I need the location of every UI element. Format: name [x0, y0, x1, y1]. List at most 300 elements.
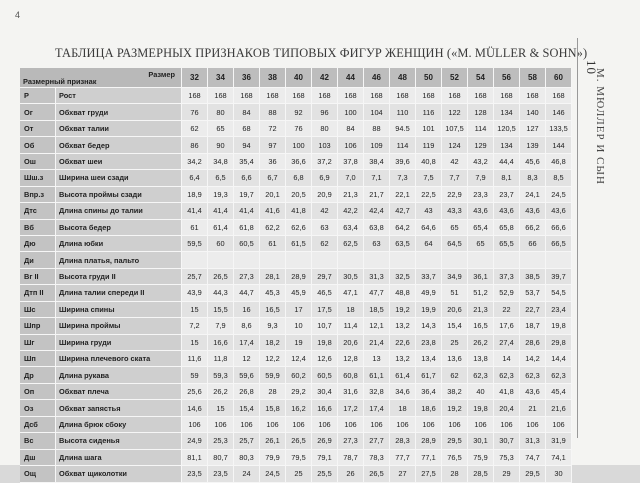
- value-cell: 29,5: [520, 466, 546, 482]
- value-cell: 92: [286, 104, 312, 120]
- value-cell: 13,2: [390, 351, 416, 367]
- value-cell: 7,9: [208, 318, 234, 334]
- row-name: Обхват запястья: [56, 400, 182, 416]
- value-cell: 80: [312, 121, 338, 137]
- value-cell: 40,8: [416, 154, 442, 170]
- value-cell: 80: [208, 104, 234, 120]
- value-cell: 20,9: [312, 187, 338, 203]
- value-cell: 107,5: [442, 121, 468, 137]
- size-header-cell: 52: [442, 68, 468, 88]
- value-cell: 40: [468, 384, 494, 400]
- value-cell: 41,8: [286, 203, 312, 219]
- value-cell: 106: [364, 417, 390, 433]
- value-cell: 66,6: [546, 220, 572, 236]
- row-code: Ди: [20, 252, 56, 268]
- value-cell: [182, 252, 208, 268]
- value-cell: 26,5: [286, 433, 312, 449]
- value-cell: 31,3: [520, 433, 546, 449]
- value-cell: 18,5: [364, 302, 390, 318]
- value-cell: 30,4: [312, 384, 338, 400]
- value-cell: 42: [442, 154, 468, 170]
- value-cell: 11,6: [182, 351, 208, 367]
- value-cell: 168: [442, 88, 468, 104]
- feature-label: Размерный признак: [23, 77, 97, 86]
- value-cell: 63: [312, 220, 338, 236]
- value-cell: 60,2: [286, 367, 312, 383]
- size-header-cell: 40: [286, 68, 312, 88]
- value-cell: [494, 252, 520, 268]
- value-cell: 122: [442, 104, 468, 120]
- value-cell: 18,9: [182, 187, 208, 203]
- value-cell: 12,6: [312, 351, 338, 367]
- size-header-cell: 54: [468, 68, 494, 88]
- value-cell: 94.5: [390, 121, 416, 137]
- size-table: [20, 68, 572, 483]
- value-cell: 168: [338, 88, 364, 104]
- value-cell: 43,6: [546, 203, 572, 219]
- value-cell: 23,5: [208, 466, 234, 482]
- value-cell: 168: [364, 88, 390, 104]
- value-cell: 133,5: [546, 121, 572, 137]
- value-cell: 168: [182, 88, 208, 104]
- value-cell: 64,2: [390, 220, 416, 236]
- value-cell: 27,4: [494, 335, 520, 351]
- table-row: [20, 335, 572, 351]
- row-name: Обхват щиколотки: [56, 466, 182, 482]
- value-cell: 120,5: [494, 121, 520, 137]
- value-cell: 65,8: [494, 220, 520, 236]
- value-cell: 29,2: [286, 384, 312, 400]
- value-cell: 101: [416, 121, 442, 137]
- value-cell: 7,1: [364, 170, 390, 186]
- value-cell: 64: [416, 236, 442, 252]
- value-cell: 106: [338, 137, 364, 153]
- value-cell: 45,6: [520, 154, 546, 170]
- value-cell: [234, 252, 260, 268]
- value-cell: 31,6: [338, 384, 364, 400]
- value-cell: 37,2: [312, 154, 338, 170]
- value-cell: 36,1: [468, 269, 494, 285]
- value-cell: 61,4: [390, 367, 416, 383]
- value-cell: 26,2: [468, 335, 494, 351]
- value-cell: 59,6: [234, 367, 260, 383]
- value-cell: 106: [312, 417, 338, 433]
- value-cell: 168: [416, 88, 442, 104]
- row-code: Оп: [20, 384, 56, 400]
- value-cell: 43,3: [442, 203, 468, 219]
- value-cell: 12,8: [338, 351, 364, 367]
- value-cell: 168: [468, 88, 494, 104]
- value-cell: 168: [234, 88, 260, 104]
- value-cell: 28,1: [260, 269, 286, 285]
- value-cell: 64,6: [416, 220, 442, 236]
- value-cell: 72: [260, 121, 286, 137]
- value-cell: 62,5: [338, 236, 364, 252]
- value-cell: [286, 252, 312, 268]
- value-cell: 34,6: [390, 384, 416, 400]
- value-cell: 65: [208, 121, 234, 137]
- value-cell: 7,5: [416, 170, 442, 186]
- value-cell: 62: [312, 236, 338, 252]
- row-code: Об: [20, 137, 56, 153]
- value-cell: 61,4: [208, 220, 234, 236]
- value-cell: 134: [494, 137, 520, 153]
- value-cell: 14,3: [416, 318, 442, 334]
- row-code: Дш: [20, 450, 56, 466]
- value-cell: 18: [390, 400, 416, 416]
- value-cell: 128: [468, 104, 494, 120]
- value-cell: 134: [494, 104, 520, 120]
- row-name: Ширина шеи сзади: [56, 170, 182, 186]
- value-cell: 36,4: [416, 384, 442, 400]
- value-cell: 16,6: [312, 400, 338, 416]
- row-name: Обхват плеча: [56, 384, 182, 400]
- value-cell: 15: [182, 302, 208, 318]
- value-cell: 12: [234, 351, 260, 367]
- value-cell: 54,5: [546, 285, 572, 301]
- value-cell: 51: [442, 285, 468, 301]
- row-code: Ош: [20, 154, 56, 170]
- page-title: ТАБЛИЦА РАЗМЕРНЫХ ПРИЗНАКОВ ТИПОВЫХ ФИГУР ЖЕНЩИН («M. MÜLLER & SOHN»): [55, 46, 588, 60]
- value-cell: 15: [182, 335, 208, 351]
- table-row: [20, 367, 572, 383]
- value-cell: 60: [208, 236, 234, 252]
- value-cell: 6,4: [182, 170, 208, 186]
- value-cell: 26,1: [260, 433, 286, 449]
- value-cell: 106: [546, 417, 572, 433]
- value-cell: 32,8: [364, 384, 390, 400]
- row-name: Обхват груди: [56, 104, 182, 120]
- row-code: Дю: [20, 236, 56, 252]
- value-cell: 90: [208, 137, 234, 153]
- value-cell: 106: [260, 417, 286, 433]
- value-cell: 106: [520, 417, 546, 433]
- table-row: [20, 384, 572, 400]
- value-cell: 59: [182, 367, 208, 383]
- value-cell: 110: [390, 104, 416, 120]
- value-cell: 43,9: [182, 285, 208, 301]
- value-cell: 77,1: [416, 450, 442, 466]
- row-name: Длина брюк сбоку: [56, 417, 182, 433]
- value-cell: 37,3: [494, 269, 520, 285]
- value-cell: 88: [364, 121, 390, 137]
- value-cell: 19,9: [416, 302, 442, 318]
- value-cell: 14,4: [546, 351, 572, 367]
- row-name: Рост: [56, 88, 182, 104]
- value-cell: 23,8: [416, 335, 442, 351]
- value-cell: 45,3: [260, 285, 286, 301]
- value-cell: 21,6: [546, 400, 572, 416]
- value-cell: 17: [286, 302, 312, 318]
- value-cell: 106: [416, 417, 442, 433]
- value-cell: 28: [442, 466, 468, 482]
- value-cell: [364, 252, 390, 268]
- value-cell: 16,5: [468, 318, 494, 334]
- value-cell: 34,9: [442, 269, 468, 285]
- value-cell: 28,6: [520, 335, 546, 351]
- value-cell: 20,6: [338, 335, 364, 351]
- value-cell: 22: [494, 302, 520, 318]
- value-cell: 28,3: [390, 433, 416, 449]
- value-cell: 65: [442, 220, 468, 236]
- value-cell: 19,2: [390, 302, 416, 318]
- value-cell: 10,7: [312, 318, 338, 334]
- value-cell: 42,2: [338, 203, 364, 219]
- value-cell: [416, 252, 442, 268]
- value-cell: 19: [286, 335, 312, 351]
- value-cell: 84: [234, 104, 260, 120]
- value-cell: 168: [208, 88, 234, 104]
- value-cell: 106: [442, 417, 468, 433]
- row-code: Шш.з: [20, 170, 56, 186]
- value-cell: 24: [234, 466, 260, 482]
- table-row: [20, 318, 572, 334]
- row-code: Шс: [20, 302, 56, 318]
- table-row: [20, 203, 572, 219]
- table-row: [20, 236, 572, 252]
- value-cell: 6,9: [312, 170, 338, 186]
- size-header-cell: 44: [338, 68, 364, 88]
- value-cell: 45,9: [286, 285, 312, 301]
- value-cell: 37,8: [338, 154, 364, 170]
- value-cell: 86: [182, 137, 208, 153]
- value-cell: 84: [338, 121, 364, 137]
- value-cell: 22,5: [416, 187, 442, 203]
- value-cell: 63,5: [390, 236, 416, 252]
- value-cell: 34,8: [208, 154, 234, 170]
- row-code: Шпр: [20, 318, 56, 334]
- value-cell: 36,6: [286, 154, 312, 170]
- value-cell: 62,3: [468, 367, 494, 383]
- value-cell: 17,4: [234, 335, 260, 351]
- value-cell: 62,2: [260, 220, 286, 236]
- value-cell: 75,9: [468, 450, 494, 466]
- value-cell: 11,8: [208, 351, 234, 367]
- value-cell: 28: [260, 384, 286, 400]
- value-cell: 28,9: [286, 269, 312, 285]
- header-row: [20, 68, 572, 88]
- value-cell: 119: [416, 137, 442, 153]
- table-row: [20, 121, 572, 137]
- size-table-container: [20, 68, 572, 479]
- value-cell: 124: [442, 137, 468, 153]
- value-cell: 106: [494, 417, 520, 433]
- value-cell: 43,6: [494, 203, 520, 219]
- row-name: Ширина плечевого ската: [56, 351, 182, 367]
- value-cell: 62: [182, 121, 208, 137]
- value-cell: 7,2: [182, 318, 208, 334]
- value-cell: 43,6: [468, 203, 494, 219]
- value-cell: 79,9: [260, 450, 286, 466]
- value-cell: 47,1: [338, 285, 364, 301]
- size-label: Размер: [148, 70, 175, 79]
- size-header-cell: 50: [416, 68, 442, 88]
- value-cell: 30,5: [338, 269, 364, 285]
- row-code: Шг: [20, 335, 56, 351]
- value-cell: 49,9: [416, 285, 442, 301]
- value-cell: 19,2: [442, 400, 468, 416]
- value-cell: 24,5: [546, 187, 572, 203]
- value-cell: 61,1: [364, 367, 390, 383]
- value-cell: 27,3: [234, 269, 260, 285]
- value-cell: 8,3: [520, 170, 546, 186]
- value-cell: 96: [312, 104, 338, 120]
- value-cell: 26,5: [364, 466, 390, 482]
- table-row: [20, 252, 572, 268]
- table-row: [20, 269, 572, 285]
- value-cell: 100: [338, 104, 364, 120]
- row-code: Вг II: [20, 269, 56, 285]
- row-name: Длина спины до талии: [56, 203, 182, 219]
- value-cell: 53,7: [520, 285, 546, 301]
- value-cell: 62,3: [520, 367, 546, 383]
- value-cell: 51,2: [468, 285, 494, 301]
- value-cell: 18: [338, 302, 364, 318]
- row-code: Вб: [20, 220, 56, 236]
- value-cell: 23,5: [182, 466, 208, 482]
- value-cell: 30,7: [494, 433, 520, 449]
- value-cell: 16,5: [260, 302, 286, 318]
- row-name: Длина талии спереди II: [56, 285, 182, 301]
- value-cell: 12,2: [260, 351, 286, 367]
- value-cell: 7,0: [338, 170, 364, 186]
- value-cell: 21,3: [468, 302, 494, 318]
- value-cell: 18,7: [520, 318, 546, 334]
- value-cell: 29: [494, 466, 520, 482]
- value-cell: [208, 252, 234, 268]
- value-cell: 66,2: [520, 220, 546, 236]
- value-cell: 44,4: [494, 154, 520, 170]
- value-cell: 48,8: [390, 285, 416, 301]
- value-cell: 17,4: [364, 400, 390, 416]
- value-cell: 19,8: [312, 335, 338, 351]
- value-cell: 18,2: [260, 335, 286, 351]
- value-cell: 61: [182, 220, 208, 236]
- value-cell: 106: [338, 417, 364, 433]
- value-cell: 140: [520, 104, 546, 120]
- table-row: [20, 220, 572, 236]
- value-cell: 47,7: [364, 285, 390, 301]
- row-code: От: [20, 121, 56, 137]
- value-cell: 97: [260, 137, 286, 153]
- size-header-cell: 58: [520, 68, 546, 88]
- value-cell: 8,5: [546, 170, 572, 186]
- value-cell: 146: [546, 104, 572, 120]
- value-cell: [390, 252, 416, 268]
- value-cell: 76,5: [442, 450, 468, 466]
- value-cell: 20,6: [442, 302, 468, 318]
- value-cell: 29,8: [546, 335, 572, 351]
- value-cell: 24,9: [182, 433, 208, 449]
- row-code: Вс: [20, 433, 56, 449]
- value-cell: 16,6: [208, 335, 234, 351]
- row-name: Длина рукава: [56, 367, 182, 383]
- row-code: Дсб: [20, 417, 56, 433]
- value-cell: 62: [442, 367, 468, 383]
- row-name: Длина юбки: [56, 236, 182, 252]
- value-cell: 59,9: [260, 367, 286, 383]
- value-cell: 6,8: [286, 170, 312, 186]
- value-cell: 46,5: [312, 285, 338, 301]
- value-cell: 24,1: [520, 187, 546, 203]
- value-cell: 14: [494, 351, 520, 367]
- value-cell: 24,5: [260, 466, 286, 482]
- value-cell: 63: [364, 236, 390, 252]
- value-cell: 52,9: [494, 285, 520, 301]
- value-cell: 75,3: [494, 450, 520, 466]
- value-cell: 66,5: [546, 236, 572, 252]
- value-cell: 168: [494, 88, 520, 104]
- table-row: [20, 88, 572, 104]
- value-cell: 30: [546, 466, 572, 482]
- value-cell: [312, 252, 338, 268]
- value-cell: 22,7: [520, 302, 546, 318]
- table-row: [20, 450, 572, 466]
- value-cell: 168: [260, 88, 286, 104]
- value-cell: 20,4: [494, 400, 520, 416]
- value-cell: 29,5: [442, 433, 468, 449]
- value-cell: 168: [546, 88, 572, 104]
- value-cell: 19,7: [234, 187, 260, 203]
- value-cell: 42: [312, 203, 338, 219]
- row-code: Впр.з: [20, 187, 56, 203]
- value-cell: 13,4: [416, 351, 442, 367]
- row-name: Ширина груди: [56, 335, 182, 351]
- value-cell: 114: [390, 137, 416, 153]
- value-cell: 106: [286, 417, 312, 433]
- value-cell: 38,5: [520, 269, 546, 285]
- value-cell: 42,7: [390, 203, 416, 219]
- value-cell: 168: [312, 88, 338, 104]
- value-cell: 74,1: [546, 450, 572, 466]
- value-cell: 109: [364, 137, 390, 153]
- value-cell: 168: [286, 88, 312, 104]
- table-row: [20, 285, 572, 301]
- value-cell: 41,4: [208, 203, 234, 219]
- row-name: Обхват талии: [56, 121, 182, 137]
- value-cell: 65,4: [468, 220, 494, 236]
- value-cell: 10: [286, 318, 312, 334]
- value-cell: 14,6: [182, 400, 208, 416]
- size-header-cell: 32: [182, 68, 208, 88]
- table-row: [20, 417, 572, 433]
- value-cell: 25,6: [182, 384, 208, 400]
- value-cell: 13: [364, 351, 390, 367]
- value-cell: 79,5: [286, 450, 312, 466]
- row-name: Обхват шеи: [56, 154, 182, 170]
- value-cell: 62,3: [546, 367, 572, 383]
- side-running-title: М. МЮЛЛЕР И СЫН: [594, 68, 606, 185]
- value-cell: 19,8: [546, 318, 572, 334]
- value-cell: 44,7: [234, 285, 260, 301]
- value-cell: 59,5: [182, 236, 208, 252]
- value-cell: 13,6: [442, 351, 468, 367]
- value-cell: 27: [390, 466, 416, 482]
- value-cell: 21,7: [364, 187, 390, 203]
- size-header-cell: 60: [546, 68, 572, 88]
- value-cell: 94: [234, 137, 260, 153]
- table-row: [20, 187, 572, 203]
- value-cell: 33,7: [416, 269, 442, 285]
- row-code: Дтп II: [20, 285, 56, 301]
- value-cell: 25: [286, 466, 312, 482]
- value-cell: 27,7: [364, 433, 390, 449]
- value-cell: [520, 252, 546, 268]
- value-cell: 144: [546, 137, 572, 153]
- value-cell: 29,7: [312, 269, 338, 285]
- value-cell: 26: [338, 466, 364, 482]
- value-cell: 139: [520, 137, 546, 153]
